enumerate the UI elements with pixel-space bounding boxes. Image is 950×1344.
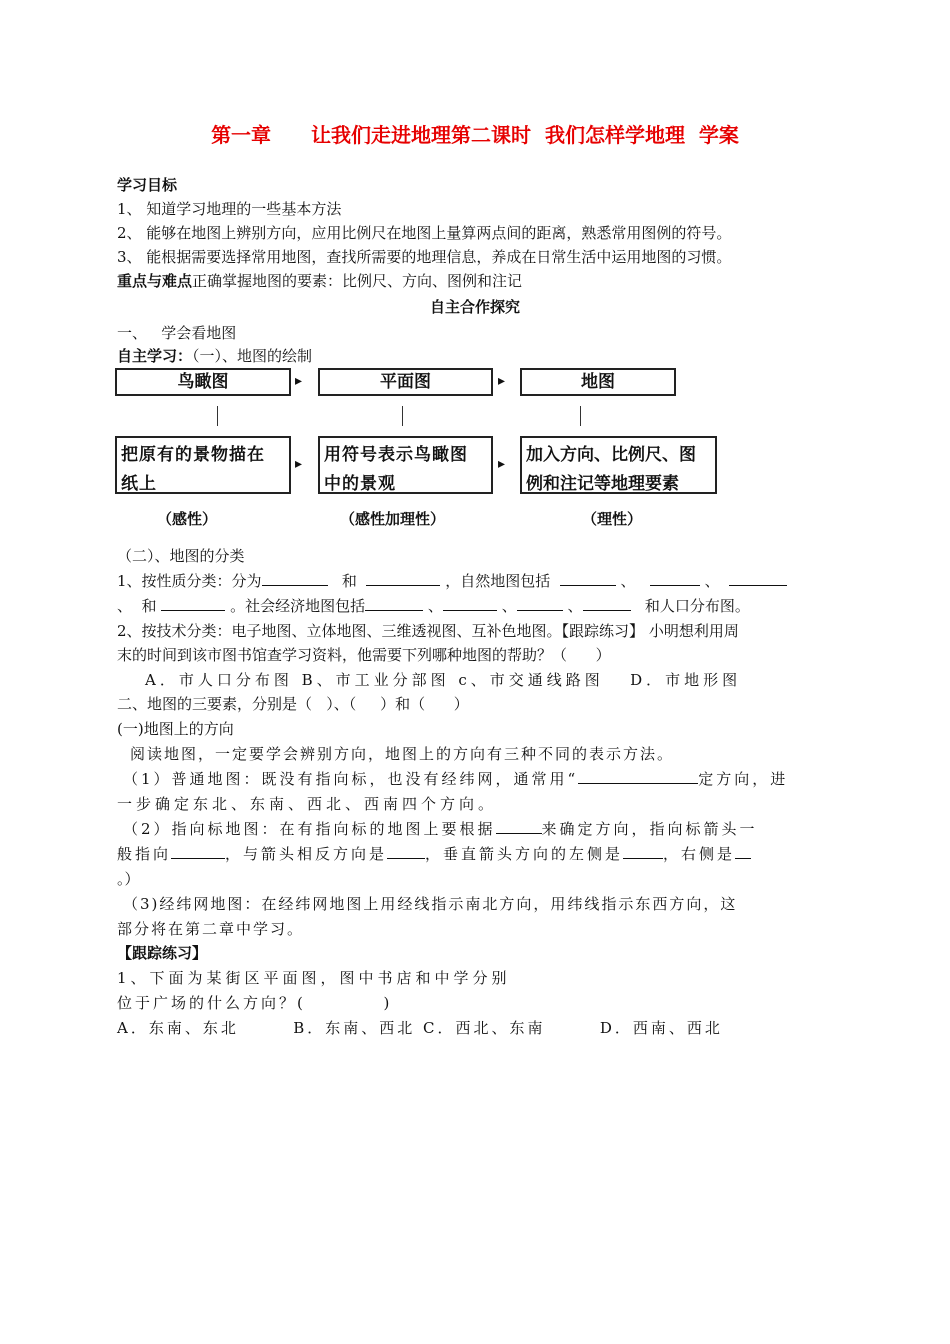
diagram-caption: （理性） xyxy=(582,510,643,528)
text: 。社会经济地图包括 xyxy=(230,597,366,615)
diagram-head-birdseye: 鸟瞰图 xyxy=(115,368,291,396)
classification-line4: 末的时间到该市图书馆查学习资料，他需要下列哪种地图的帮助？（ ） xyxy=(117,646,611,664)
diagram-head-plan: 平面图 xyxy=(318,368,493,396)
arrow-map-end: 。） xyxy=(117,870,140,888)
text: 般指向 xyxy=(117,845,172,863)
part1-heading: 一、 学会看地图 xyxy=(117,324,237,342)
graticule-map: （3)经纬网地图：在经纬网地图上用经线指示南北方向，用纬线指示东西方向，这 xyxy=(123,895,738,913)
key-points xyxy=(117,271,522,291)
section-title: 自主合作探究 xyxy=(429,298,520,316)
diagram-body-map xyxy=(520,436,717,494)
classification-line2 xyxy=(117,596,750,616)
self-study-label: 自主学习： xyxy=(117,347,193,365)
text: （2）指向标地图：在有指向标的地图上要根据 xyxy=(123,820,496,838)
arrow-icon: ▸ xyxy=(295,456,303,472)
connector-line xyxy=(402,406,403,426)
arrow-icon: ▸ xyxy=(295,373,303,389)
ordinary-map-cont: 一步确定东北、东南、西北、西南四个方向。 xyxy=(117,795,498,813)
practice-heading: 【跟踪练习】 xyxy=(117,944,208,962)
ordinary-map xyxy=(123,769,788,789)
blank xyxy=(517,596,563,611)
page-title: 第一章 让我们走进地理第二课时 我们怎样学地理 学案 xyxy=(211,123,739,147)
text: 定方向，进 xyxy=(698,770,789,788)
key-label: 重点与难点 xyxy=(117,272,193,290)
connector-line xyxy=(580,406,581,426)
arrow-icon: ▸ xyxy=(498,373,506,389)
blank xyxy=(365,596,423,611)
blank xyxy=(583,596,631,611)
classification-line1 xyxy=(117,571,787,591)
body-line: 用符号表示鸟瞰图 xyxy=(324,445,468,465)
text: ，与箭头相反方向是 xyxy=(225,845,388,863)
objective-item: 2、 能够在地图上辨别方向，应用比例尺在地图上量算两点间的距离，熟悉常用图例的符号。 xyxy=(117,224,732,242)
objective-item: 1、 知道学习地理的一些基本方法 xyxy=(117,200,342,218)
objectives-heading: 学习目标 xyxy=(117,176,178,194)
blank xyxy=(171,844,225,859)
blank xyxy=(735,844,751,859)
text: 、 xyxy=(567,597,583,615)
diagram-body-plan xyxy=(318,436,493,494)
text: ，垂直箭头方向的左侧是 xyxy=(425,845,624,863)
direction-heading: (一)地图上的方向 xyxy=(117,720,234,738)
blank xyxy=(262,571,328,586)
blank xyxy=(161,596,225,611)
text: （1）普通地图：既没有指向标，也没有经纬网，通常用“ xyxy=(123,770,579,788)
text: 来确定方向，指向标箭头一 xyxy=(541,820,758,838)
blank xyxy=(366,571,440,586)
self-study-text: （一）、地图的绘制 xyxy=(192,347,313,365)
connector-line xyxy=(217,406,218,426)
text: ，右侧是 xyxy=(663,845,736,863)
diagram-caption: （感性） xyxy=(157,510,218,528)
question-options: A．市人口分布图 B、市工业分部图 c、市交通线路图 D．市地形图 xyxy=(145,671,742,689)
arrow-map-cont xyxy=(117,844,751,864)
text: 和 xyxy=(341,572,357,590)
practice-question-cont: 位于广场的什么方向？( ) xyxy=(117,994,393,1012)
text: 、 xyxy=(704,572,720,590)
blank xyxy=(578,769,698,784)
text: 1、按性质分类：分为 xyxy=(117,572,262,590)
practice-options: A．东南、东北 B．东南、西北 C．西北、东南 D．西南、西北 xyxy=(117,1019,723,1037)
blank xyxy=(496,819,542,834)
part2-heading: 二、地图的三要素，分别是（ ）、（ ）和（ ） xyxy=(117,695,469,713)
self-study xyxy=(117,346,312,366)
body-line: 例和注记等地理要素 xyxy=(526,474,679,494)
blank xyxy=(387,844,425,859)
blank xyxy=(443,596,497,611)
blank xyxy=(560,571,616,586)
graticule-map-cont: 部分将在第二章中学习。 xyxy=(117,920,305,938)
practice-question: 1、下面为某街区平面图，图中书店和中学分别 xyxy=(117,969,511,987)
direction-intro: 阅读地图，一定要学会辨别方向，地图上的方向有三种不同的表示方法。 xyxy=(130,745,675,763)
body-line: 纸上 xyxy=(121,474,157,494)
arrow-icon: ▸ xyxy=(498,456,506,472)
text: 、 xyxy=(501,597,517,615)
blank xyxy=(623,844,663,859)
classification-heading: （二）、地图的分类 xyxy=(117,547,245,565)
classification-line3: 2、按技术分类：电子地图、立体地图、三维透视图、互补色地图。【跟踪练习】 小明想利用周 xyxy=(117,622,739,640)
body-line: 把原有的景物描在 xyxy=(121,445,265,465)
body-line: 加入方向、比例尺、图 xyxy=(526,445,696,465)
objective-item: 3、 能根据需要选择常用地图，查找所需要的地理信息，养成在日常生活中运用地图的习惯。 xyxy=(117,248,732,266)
key-text: 正确掌握地图的要素：比例尺、方向、图例和注记 xyxy=(192,272,523,290)
diagram-head-map: 地图 xyxy=(520,368,676,396)
diagram-body-birdseye xyxy=(115,436,291,494)
text: 、 xyxy=(427,597,443,615)
diagram-caption: （感性加理性） xyxy=(340,510,446,528)
text: 、 xyxy=(620,572,636,590)
blank xyxy=(729,571,787,586)
text: 、 和 xyxy=(117,597,157,615)
text: 和人口分布图。 xyxy=(644,597,750,615)
arrow-map xyxy=(123,819,758,839)
body-line: 中的景观 xyxy=(324,474,396,494)
text: ，自然地图包括 xyxy=(445,572,551,590)
blank xyxy=(650,571,700,586)
